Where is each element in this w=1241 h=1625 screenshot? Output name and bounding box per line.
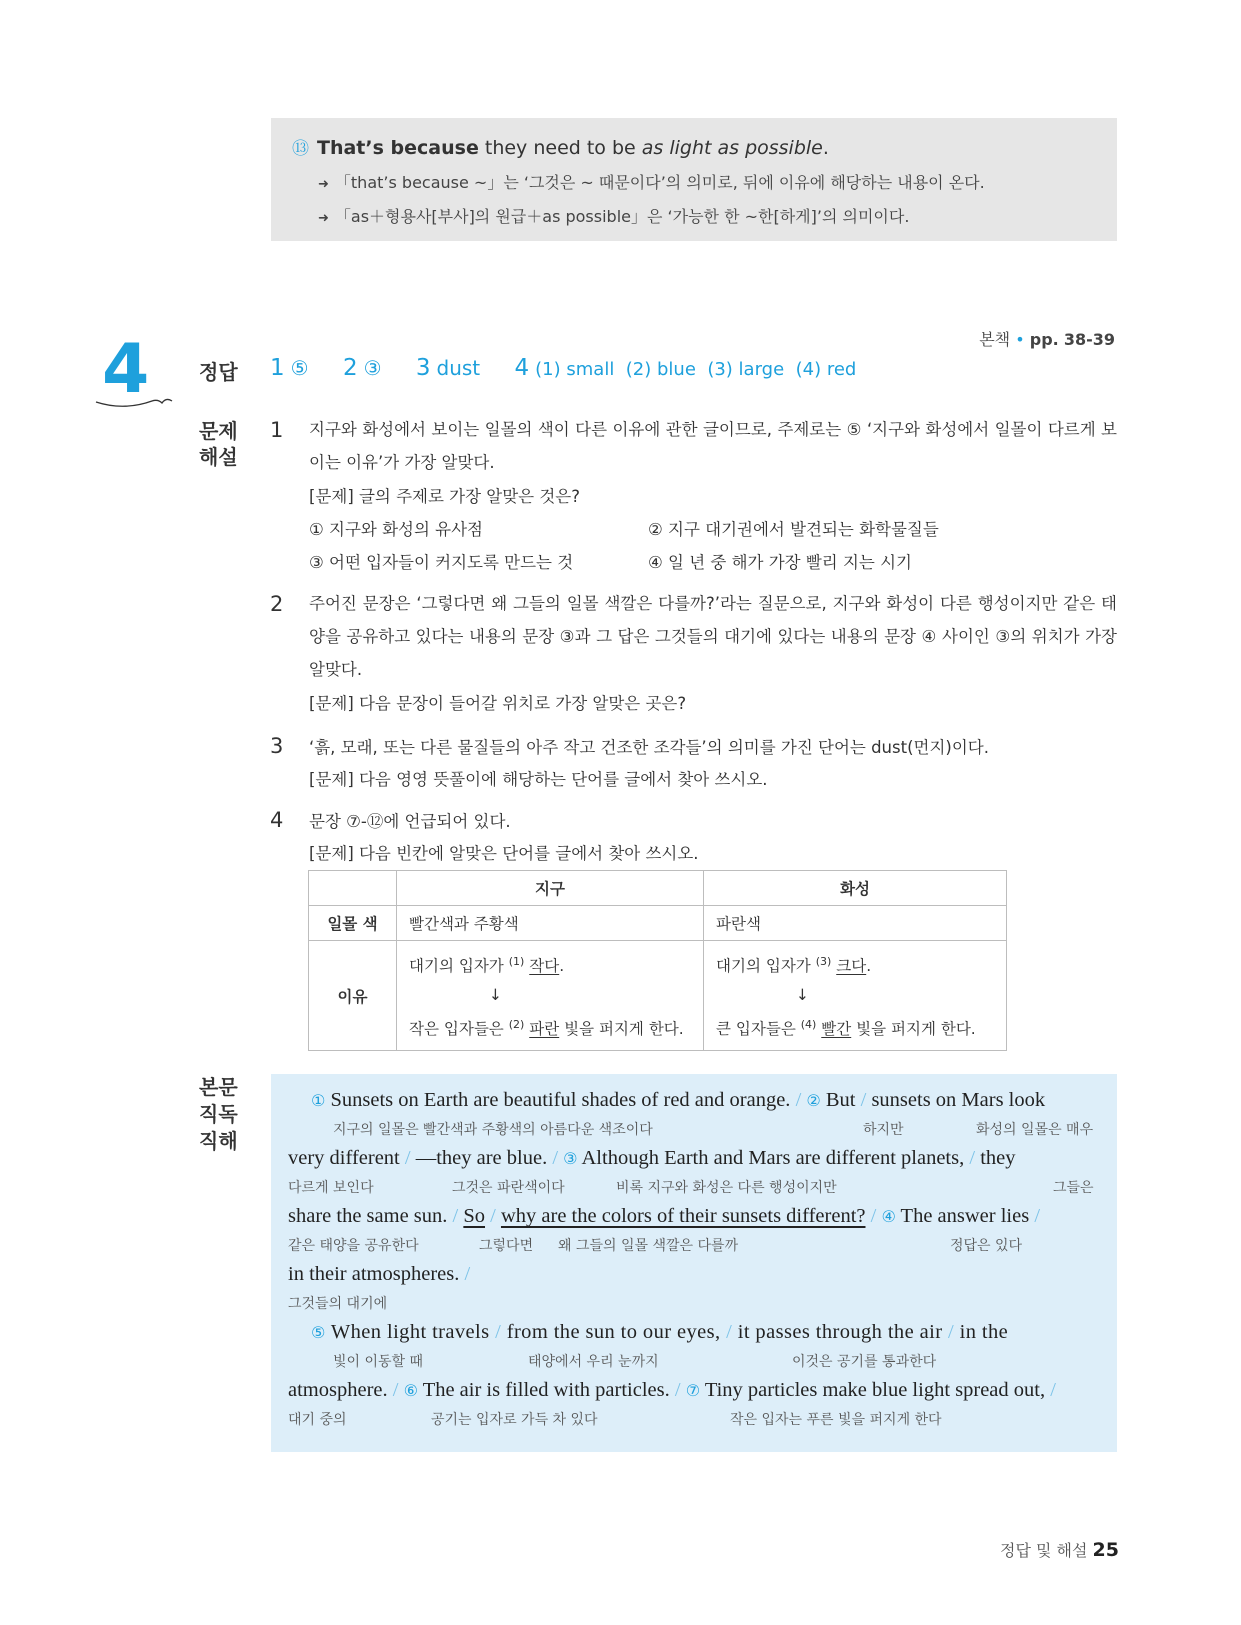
- reading-line-4: in their atmospheres. /: [288, 1263, 471, 1285]
- table-corner-cell: [309, 871, 397, 906]
- section-number: 4: [102, 330, 150, 409]
- gloss: 빛이 이동할 때: [333, 1354, 424, 1370]
- cell-mars-sunset: 파란색: [704, 906, 1007, 941]
- gloss: 그들은: [1053, 1180, 1094, 1196]
- gloss: 작은 입자는 푸른 빛을 퍼지게 한다: [730, 1412, 942, 1428]
- table-header-row: [309, 871, 1007, 906]
- down-arrow-icon: ↓: [796, 986, 809, 1005]
- gloss: 왜 그들의 일몰 색깔은 다를까: [558, 1238, 739, 1254]
- reading-line-3: share the same sun. / So / why are the colors of their sunsets different? / ④ The answer lies /: [288, 1205, 1041, 1227]
- q1-prompt: [문제] 글의 주제로 가장 알맞은 것은?: [309, 487, 581, 506]
- gloss: 태양에서 우리 눈까지: [528, 1354, 659, 1370]
- gloss: 지구의 일몰은 빨간색과 주황색의 아름다운 색조이다: [333, 1122, 653, 1138]
- note-italic: as light as possible: [641, 137, 823, 159]
- note-line-2: ➜ 「as＋형용사[부사]의 원급＋as possible」은 ‘가능한 한 ~한[하게]’의 의미이다.: [318, 207, 910, 226]
- question-number: 1: [270, 418, 284, 442]
- q4-prompt: [문제] 다음 빈칸에 알맞은 단어를 글에서 찾아 쓰시오.: [309, 844, 699, 863]
- answer-blank: 작다: [529, 957, 560, 976]
- footer-label: 정답 및 해설: [1000, 1541, 1088, 1560]
- q1-option-3: ③ 어떤 입자들이 커지도록 만드는 것: [309, 553, 574, 572]
- question-number: 3: [270, 734, 284, 758]
- comparison-table: [308, 870, 1007, 1051]
- question-number: 2: [270, 592, 284, 616]
- row-label-reason: 이유: [309, 941, 397, 1051]
- cell-mars-reason: 대기의 입자가 $^{(3)}$ 크다. ↓ 큰 입자들은 $^{(4)}$ 빨간 빛을 퍼지게 한다.: [704, 941, 1007, 1051]
- arrow-icon: ➜: [318, 177, 329, 192]
- row-label-sunset: 일몰 색: [309, 906, 397, 941]
- q2-prompt: [문제] 다음 문장이 들어갈 위치로 가장 알맞은 곳은?: [309, 694, 687, 713]
- q4-explanation: 문장 ⑦-⑫에 언급되어 있다.: [309, 812, 511, 831]
- answer-label: 정답: [199, 360, 238, 384]
- gloss: 그것은 파란색이다: [452, 1180, 565, 1196]
- col-mars: 화성: [704, 871, 1007, 906]
- reading-line-5: ⑤ When light travels / from the sun to our eyes, / it passes through the air / in the: [311, 1321, 1009, 1343]
- page-footer: [1000, 1538, 1119, 1561]
- reading-label: 본문 직독 직해: [199, 1075, 238, 1153]
- table-row: [309, 906, 1007, 941]
- swoosh-decoration-icon: [94, 393, 174, 413]
- gloss: 같은 태양을 공유한다: [288, 1238, 419, 1254]
- gloss: 이것은 공기를 통과한다: [792, 1354, 937, 1370]
- answer-blank: 빨간: [821, 1020, 852, 1039]
- reading-line-6: atmosphere. / ⑥ The air is filled with particles. / ⑦ Tiny particles make blue light spread out, /: [288, 1379, 1056, 1401]
- page-reference: 본책 • pp. 38-39: [979, 330, 1115, 349]
- gloss: 대기 중의: [288, 1412, 347, 1428]
- question-number: 4: [270, 808, 284, 832]
- q1-explanation: 지구와 화성에서 보이는 일몰의 색이 다른 이유에 관한 글이므로, 주제로는 ⑤ ‘지구와 화성에서 일몰이 다르게 보이는 이유’가 가장 알맞다.: [309, 420, 1117, 472]
- note-bold: That’s because: [317, 137, 479, 159]
- gloss: 화성의 일몰은 매우: [976, 1122, 1094, 1138]
- gloss: 정답은 있다: [950, 1238, 1023, 1254]
- q1-option-2: ② 지구 대기권에서 발견되는 화학물질들: [648, 520, 939, 539]
- gloss: 공기는 입자로 가득 차 있다: [431, 1412, 598, 1428]
- down-arrow-icon: ↓: [489, 986, 502, 1005]
- note-mid: they need to be: [478, 137, 642, 159]
- answer-blank: 크다: [836, 957, 867, 976]
- cell-earth-sunset: 빨간색과 주황색: [397, 906, 704, 941]
- gloss: 비록 지구와 화성은 다른 행성이지만: [616, 1180, 837, 1196]
- explain-label: 문제 해설: [199, 419, 238, 469]
- cell-earth-reason: 대기의 입자가 $^{(1)}$ 작다. ↓ 작은 입자들은 $^{(2)}$ 파란 빛을 퍼지게 한다.: [397, 941, 704, 1051]
- gloss: 그렇다면: [479, 1238, 534, 1254]
- answer-list: 1 ⑤ 2 ③ 3 dust 4 (1) small (2) blue (3) large (4) red: [270, 355, 857, 381]
- bullet-icon: •: [1015, 330, 1025, 349]
- note-end: .: [822, 137, 829, 159]
- note-sentence: [292, 134, 829, 159]
- reading-line-2: very different / —they are blue. / ③ Although Earth and Mars are different planets, / they: [288, 1147, 1016, 1169]
- arrow-icon: ➜: [318, 211, 329, 226]
- col-earth: 지구: [397, 871, 704, 906]
- answer-blank: 파란: [529, 1020, 560, 1039]
- q1-option-4: ④ 일 년 중 해가 가장 빨리 지는 시기: [648, 553, 912, 572]
- gloss: 그것들의 대기에: [288, 1296, 388, 1312]
- q1-option-1: ① 지구와 화성의 유사점: [309, 520, 483, 539]
- note-line-1: ➜ 「that’s because ~」는 ‘그것은 ~ 때문이다’의 의미로, 뒤에 이유에 해당하는 내용이 온다.: [318, 173, 985, 192]
- table-row: [309, 941, 1007, 1051]
- q3-prompt: [문제] 다음 영영 뜻풀이에 해당하는 단어를 글에서 찾아 쓰시오.: [309, 770, 768, 789]
- page-number: 25: [1092, 1539, 1119, 1561]
- note-number: ⑬: [292, 139, 309, 159]
- reading-box: [271, 1074, 1117, 1452]
- gloss: 다르게 보인다: [288, 1180, 374, 1196]
- q3-explanation: ‘흙, 모래, 또는 다른 물질들의 아주 작고 건조한 조각들’의 의미를 가진 단어는 dust(먼지)이다.: [309, 738, 989, 757]
- gloss: 하지만: [863, 1122, 904, 1138]
- reading-line-1: ① Sunsets on Earth are beautiful shades of red and orange. / ② But / sunsets on Mars look: [311, 1089, 1046, 1111]
- q2-explanation: 주어진 문장은 ‘그렇다면 왜 그들의 일몰 색깔은 다를까?’라는 질문으로, 지구와 화성이 다른 행성이지만 같은 태양을 공유하고 있다는 내용의 문장 ③과 그 답은 그것들의 대기에 있다는 내용의 문장 ④ 사이인 ③의 위치가 가장 알맞다.: [309, 594, 1117, 679]
